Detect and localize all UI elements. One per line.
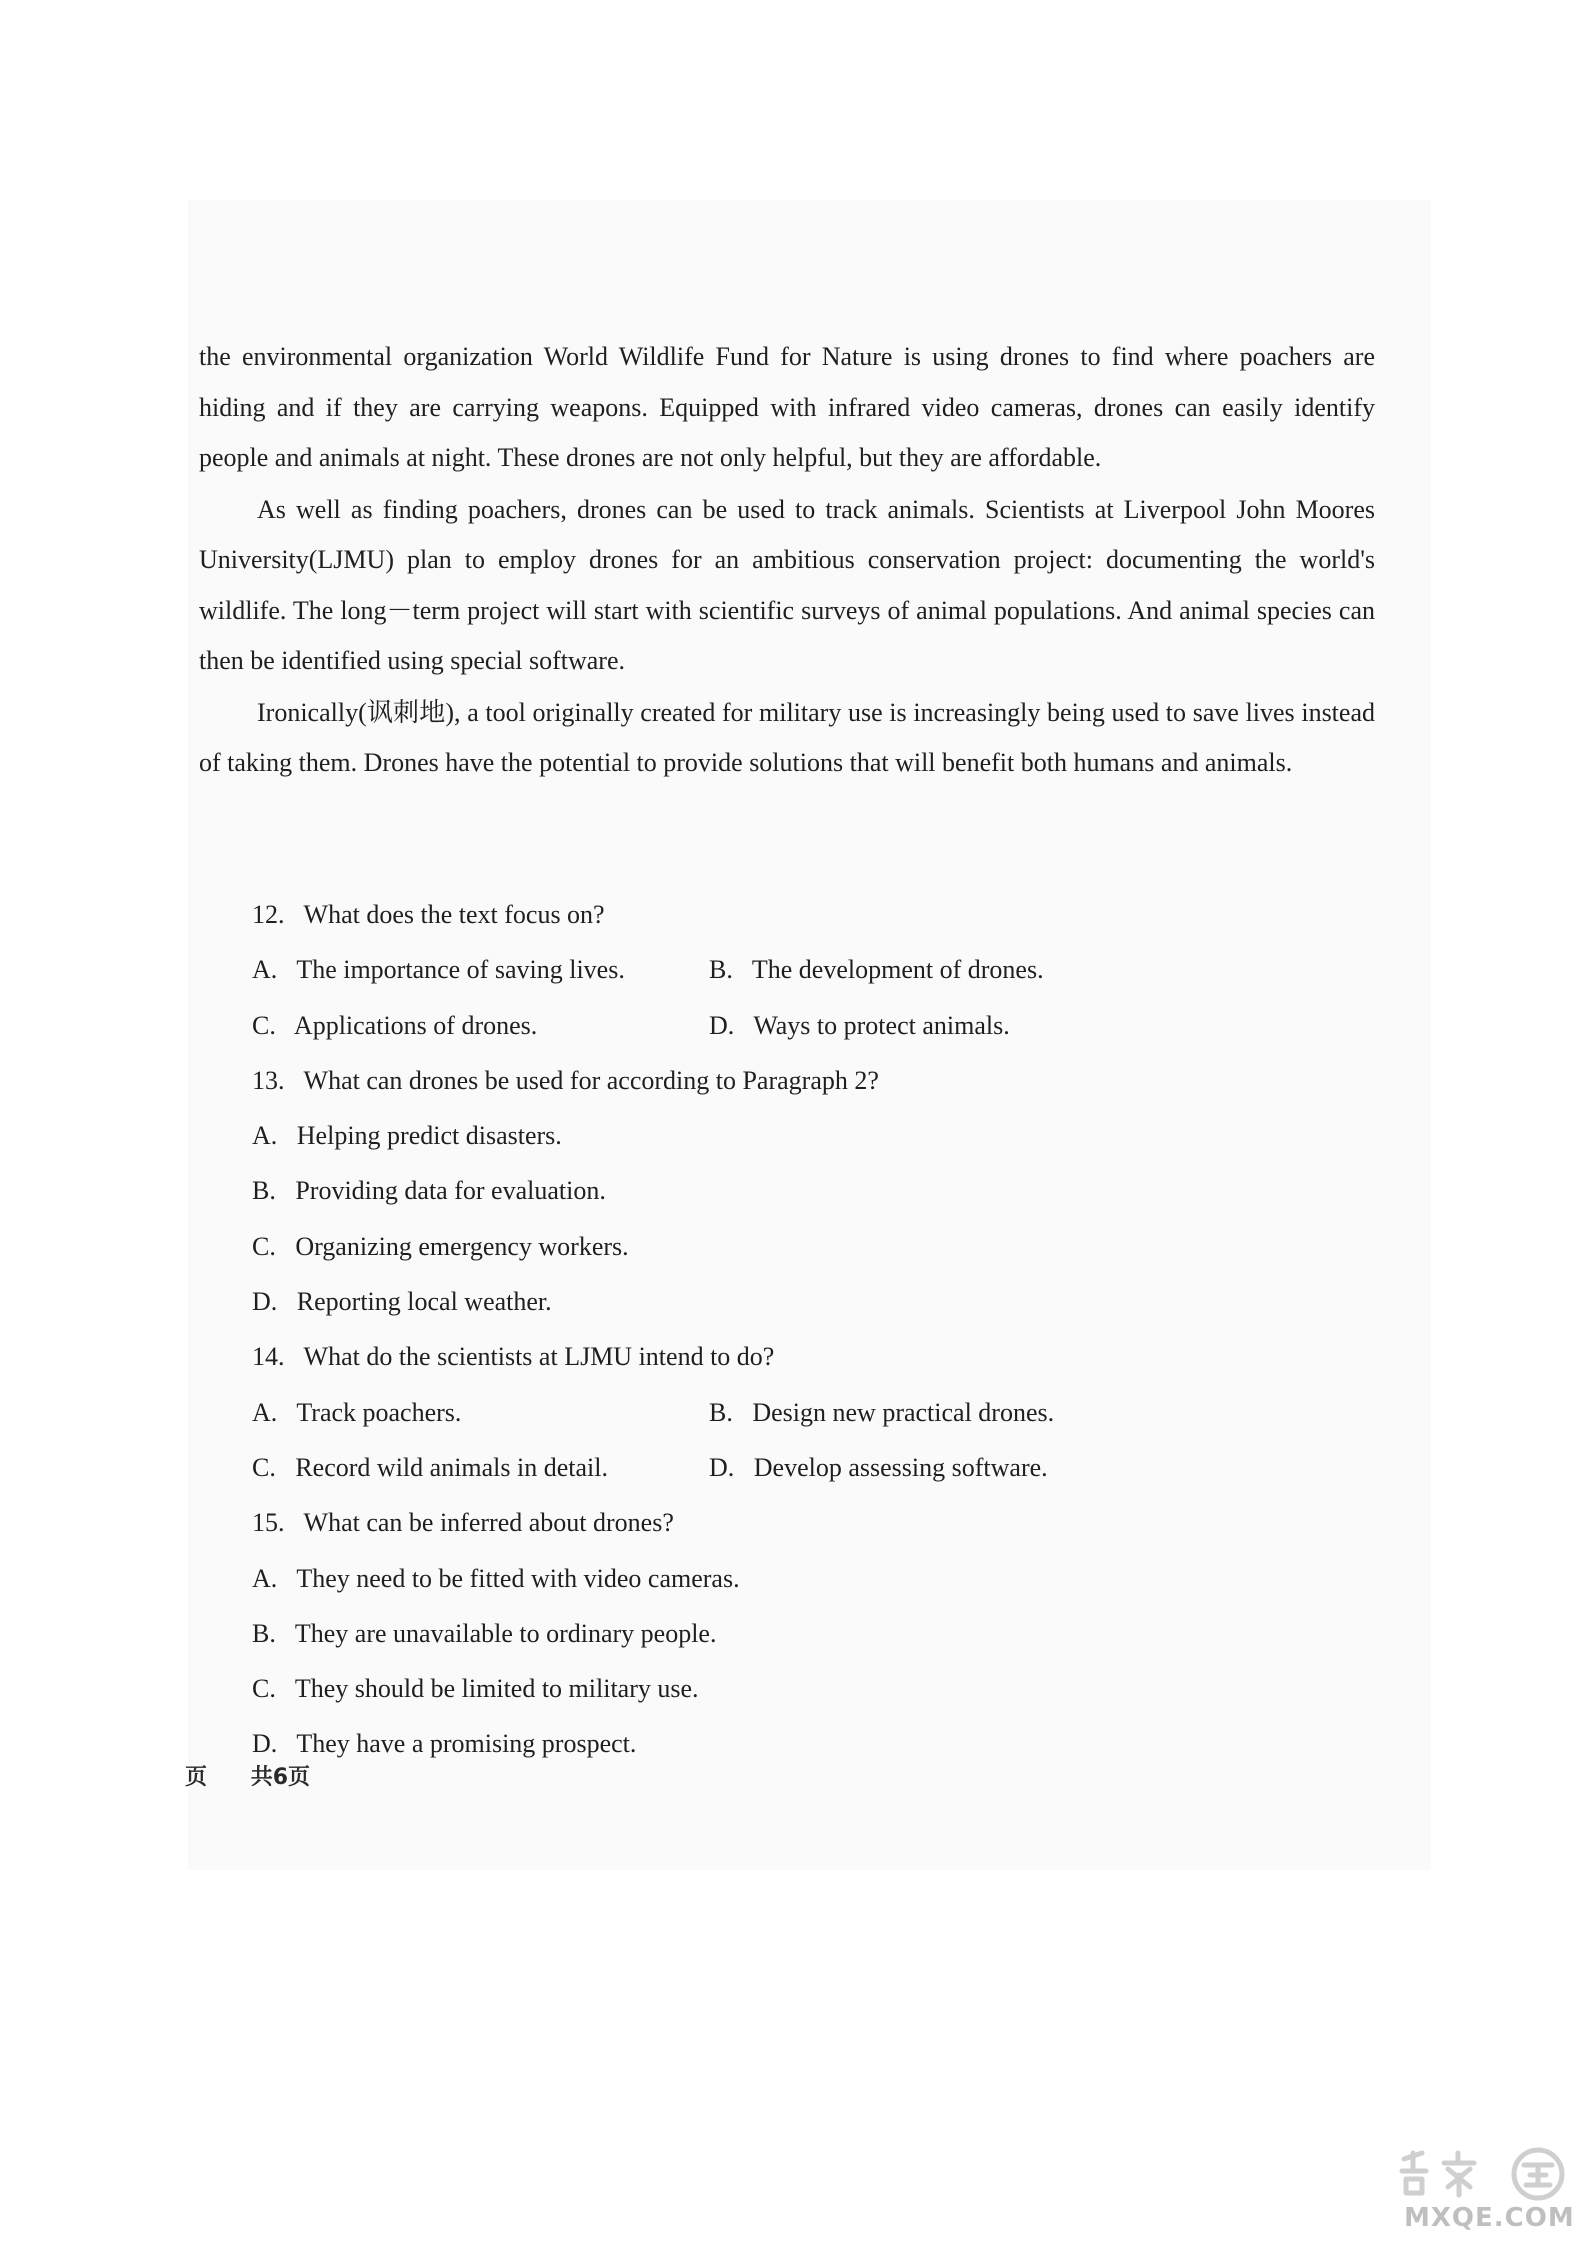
question-stem (252, 1053, 1252, 1108)
watermark-url: MXQE.COM (1404, 2203, 1575, 2233)
option-letter: B. (252, 1618, 276, 1648)
question-number: 15. (252, 1508, 285, 1538)
option-letter: C. (252, 1010, 276, 1040)
option-letter: C. (252, 1231, 276, 1261)
question-14 (252, 1329, 1252, 1495)
option-text: They are unavailable to ordinary people. (294, 1618, 717, 1648)
option-b[interactable] (252, 1606, 1252, 1661)
footer-total-pages: 共6页 (250, 1765, 310, 1790)
option-letter: C. (252, 1674, 276, 1704)
option-a[interactable] (252, 1551, 1252, 1606)
option-text: Design new practical drones. (752, 1397, 1055, 1427)
option-c[interactable] (252, 998, 537, 1053)
option-d[interactable] (252, 1716, 1252, 1771)
watermark (1396, 2145, 1574, 2240)
option-row (252, 1440, 1252, 1495)
option-text: Applications of drones. (293, 1010, 538, 1040)
option-b[interactable] (709, 942, 1044, 997)
option-text: They have a promising prospect. (296, 1729, 637, 1759)
option-d[interactable] (709, 1440, 1048, 1495)
option-letter: A. (252, 955, 278, 985)
option-letter: D. (709, 1010, 735, 1040)
option-text: The importance of saving lives. (296, 955, 625, 985)
question-stem (252, 887, 1252, 942)
question-stem (252, 1495, 1252, 1550)
option-letter: D. (709, 1452, 735, 1482)
option-b[interactable] (252, 1163, 1252, 1218)
option-text: Helping predict disasters. (296, 1121, 562, 1151)
question-text: What does the text focus on? (303, 900, 605, 929)
option-letter: C. (252, 1452, 276, 1482)
option-text: Record wild animals in detail. (295, 1452, 608, 1482)
watermark-logo-icon (1396, 2145, 1574, 2201)
question-13 (252, 1053, 1252, 1329)
option-text: Providing data for evaluation. (295, 1176, 606, 1206)
question-list (252, 887, 1252, 1772)
question-text: What can be inferred about drones? (303, 1508, 674, 1538)
option-text: Organizing emergency workers. (295, 1231, 629, 1261)
question-number: 13. (252, 1065, 285, 1095)
question-number: 14. (252, 1342, 285, 1372)
passage-paragraph-1: the environmental organization World Wildlife Fund for Nature is using drones to find where poachers are hiding and if they are carrying weapons. Equipped with infrared video cameras, drones can easily identify people and animals at night. These drones are not only helpful, but they are affordable. (199, 342, 1375, 472)
option-text: Reporting local weather. (296, 1287, 552, 1317)
question-text: What do the scientists at LJMU intend to do? (303, 1342, 775, 1372)
option-letter: A. (252, 1121, 278, 1151)
option-b[interactable] (709, 1385, 1054, 1440)
option-letter: B. (252, 1176, 276, 1206)
option-row (252, 998, 1252, 1053)
option-letter: B. (709, 1397, 733, 1427)
question-number: 12. (252, 900, 285, 929)
option-a[interactable] (252, 1385, 461, 1440)
option-d[interactable] (709, 998, 1010, 1053)
option-text: Develop assessing software. (753, 1452, 1048, 1482)
option-c[interactable] (252, 1219, 1252, 1274)
option-d[interactable] (252, 1274, 1252, 1329)
question-15 (252, 1495, 1252, 1771)
page-footer (185, 1760, 310, 1791)
option-letter: A. (252, 1563, 278, 1593)
option-row (252, 942, 1252, 997)
question-text: What can drones be used for according to Paragraph 2? (303, 1065, 879, 1095)
option-text: They need to be fitted with video cameras. (296, 1563, 740, 1593)
option-text: Ways to protect animals. (753, 1010, 1010, 1040)
option-letter: A. (252, 1397, 278, 1427)
reading-passage (199, 332, 1375, 789)
question-12 (252, 887, 1252, 1053)
passage-paragraph-3: Ironically(讽刺地), a tool originally created for military use is increasingly being used to save lives instead of taking them. Drones have the potential to provide solutions that will benefit both humans and animals. (199, 697, 1375, 777)
option-letter: D. (252, 1287, 278, 1317)
passage-paragraph-2: As well as finding poachers, drones can be used to track animals. Scientists at Liverpool John Moores University(LJMU) plan to employ drones for an ambitious conservation project: documenting the world's wildlife. The long－term project will start with scientific surveys of animal populations. And animal species can then be identified using special software. (199, 494, 1375, 675)
option-a[interactable] (252, 1108, 1252, 1163)
option-row (252, 1385, 1252, 1440)
option-text: They should be limited to military use. (294, 1674, 699, 1704)
option-c[interactable] (252, 1661, 1252, 1716)
option-text: Track poachers. (296, 1397, 462, 1427)
option-text: The development of drones. (751, 955, 1044, 985)
question-stem (252, 1329, 1252, 1384)
option-c[interactable] (252, 1440, 608, 1495)
footer-page-label: 页 (185, 1765, 208, 1790)
option-letter: B. (709, 955, 733, 985)
option-letter: D. (252, 1729, 278, 1759)
option-a[interactable] (252, 942, 625, 997)
